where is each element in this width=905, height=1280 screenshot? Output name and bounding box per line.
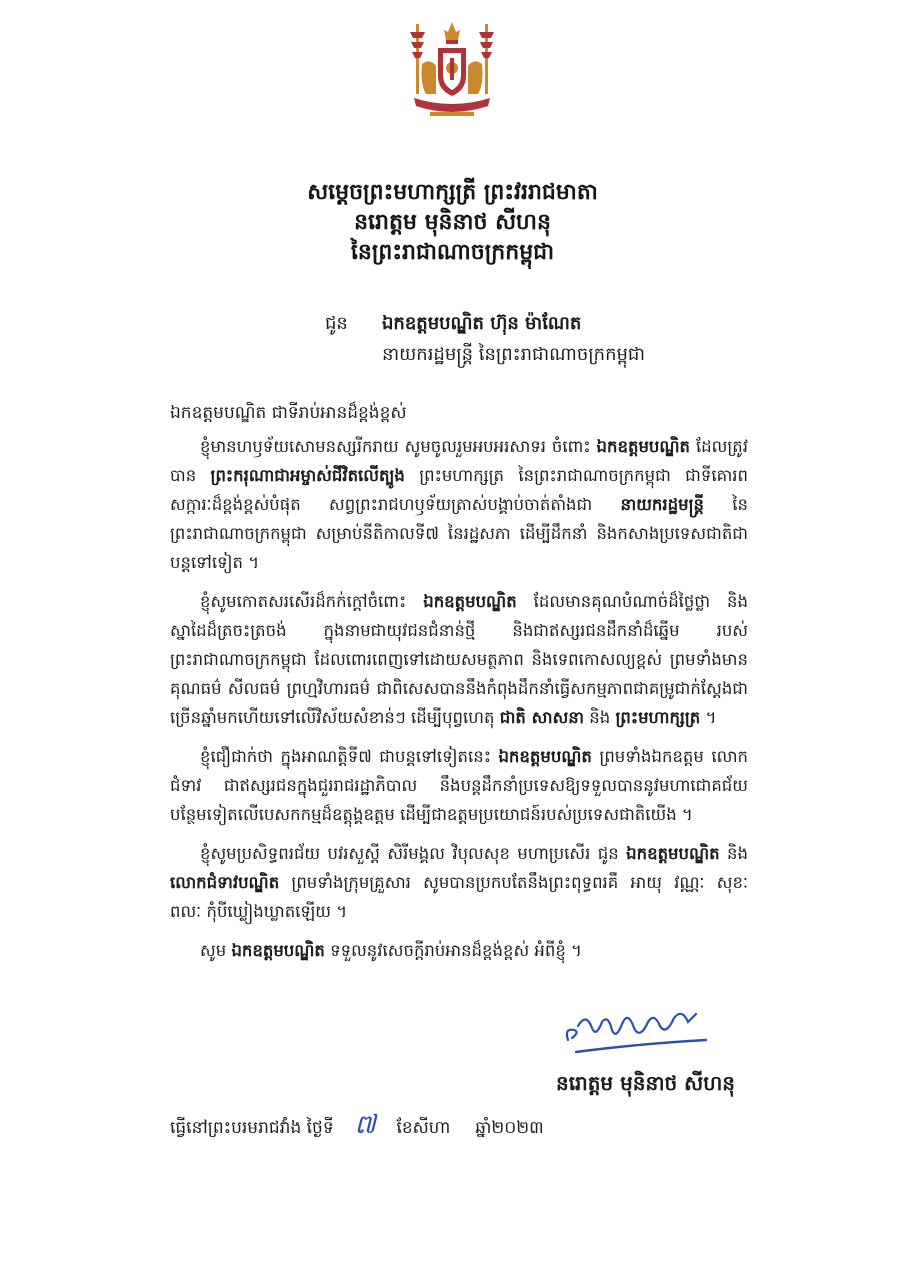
letter-body [170,432,748,975]
p3-bold-title: ឯកឧត្តមបណ្ឌិត [498,747,592,766]
addressee-label: ជូន [325,313,348,334]
p1-bold-pm: នាយករដ្ឋមន្ត្រី [620,495,704,514]
paragraph-2 [170,587,748,732]
handwritten-signature [556,1000,716,1060]
p4-text-c: និង [719,844,748,863]
p5-text-a: សូម [200,941,232,960]
p2-text-a: ខ្ញុំសូមកោតសរសើរដ៏កក់ក្តៅចំពោះ [200,592,424,611]
p2-bold-king: ព្រះមហាក្សត្រ [615,708,701,727]
paragraph-1 [170,432,748,577]
date-year: ឆ្នាំ២០២៣ [475,1118,544,1138]
p2-text-c: ដែលមានគុណបំណាច់ដ៏ថ្លៃថ្លា និងស្នាដៃដ៏ត្រចះត្រចង់ ក្នុងនាមជាយុវជនជំនាន់ថ្មី និងជាឥស្សរជនដឹកនាំដ៏ឆ្នើម របស់ព្រះរាជាណាចក្រកម្ពុជា ដែលពោរពេញទៅដោយសមត្ថភាព និងទេពកោសល្យខ្ពស់ ព្រមទាំងមានគុណធម៌ សីលធម៌ ព្រហ្មវិហារធម៌ ជាពិសេសបាននឹងកំពុងដឹកនាំធ្វើសកម្មភាពជាគម្រូជាក់ស្តែងជាច្រើនឆ្នាំមកហើយទៅលើវិស័យសំខាន់ៗ ដើម្បីបុព្វហេតុ [170,592,748,727]
p1-text-c: ដែលត្រូវបាន [170,437,748,485]
p1-text-g: នៃព្រះរាជាណាចក្រកម្ពុជា សម្រាប់នីតិកាលទី៧ នៃរដ្ឋសភា ដើម្បីដឹកនាំ និងកសាងប្រទេសជាតិជាបន្តទៅទៀត ។ [170,495,748,572]
paragraph-5 [170,936,748,965]
salutation: ឯកឧត្តមបណ្ឌិត ជាទីរាប់អានដ៏ខ្ពង់ខ្ពស់ [170,403,407,423]
header-line-2: នរោត្តម មុនិនាថ សីហនុ [354,210,551,235]
p3-text-c: ព្រមទាំងឯកឧត្តម លោកជំទាវ ជាឥស្សរជនក្នុងជួររាជរដ្ឋាភិបាល នឹងបន្តដឹកនាំប្រទេសឱ្យទទួលបាននូវមហាជោគជ័យបន្ថែមទៀតលើបេសកកម្មដ៏ឧត្តុង្គឧត្តម ដើម្បីជាឧត្តមប្រយោជន៍របស់ប្រទេសជាតិយើង ។ [170,747,748,824]
signer-name: នរោត្តម មុនិនាថ សីហនុ [556,1071,735,1095]
paragraph-4 [170,839,748,926]
paragraph-3 [170,742,748,829]
date-day: ៧ [354,1110,376,1140]
p1-text-e: ព្រះមហាក្សត្រ នៃព្រះរាជាណាចក្រកម្ពុជា ជាទីគោរពសក្ការៈដ៏ខ្ពង់ខ្ពស់បំផុត សព្វព្រះរាជហឫទ័យត្រាស់បង្គាប់ចាត់តាំងជា [170,466,748,514]
p2-bold-title: ឯកឧត្តមបណ្ឌិត [423,592,517,611]
p3-text-a: ខ្ញុំជឿជាក់ថា ក្នុងអាណត្តិទី៧ ជាបន្តទៅទៀតនេះ [200,747,499,766]
p1-bold-title: ឯកឧត្តមបណ្ឌិត [596,437,691,456]
p4-bold-title: ឯកឧត្តមបណ្ឌិត [626,844,720,863]
date-prefix: ធ្វើនៅព្រះបរមរាជវាំង ថ្ងៃទី [170,1118,334,1138]
p5-bold-title: ឯកឧត្តមបណ្ឌិត [231,941,325,960]
p2-bold-nation: ជាតិ សាសនា [499,708,584,727]
header-line-3: នៃព្រះរាជាណាចក្រកម្ពុជា [350,240,555,265]
p4-text-e: ព្រមទាំងក្រុមគ្រួសារ សូមបានប្រកបតែនឹងព្រះពុទ្ធពរគឺ អាយុ វណ្ណៈ សុខៈ ពលៈ កុំបីឃ្លៀងឃ្លាតឡើយ ។ [170,873,748,921]
addressee-name: ឯកឧត្តមបណ្ឌិត ហ៊ុន ម៉ាណែត [382,313,582,334]
p1-text-a: ខ្ញុំមានហឫទ័យសោមនស្សរីករាយ សូមចូលរួមអបអរសាទរ ចំពោះ [200,437,597,456]
p4-bold-lady: លោកជំទាវបណ្ឌិត [170,873,280,892]
place-date-line [170,1108,544,1146]
addressee-title: នាយករដ្ឋមន្ត្រី នៃព្រះរាជាណាចក្រកម្ពុជា [382,344,646,365]
p2-text-g: ។ [700,708,717,727]
p4-text-a: ខ្ញុំសូមប្រសិទ្ធពរជ័យ បវរសួស្តី សិរីមង្គល វិបុលសុខ មហាប្រសើរ ជូន [200,844,627,863]
p1-bold-king: ព្រះករុណាជាអម្ចាស់ជីវិតលើត្បូង [210,466,405,485]
date-month: ខែសីហា [396,1118,451,1138]
p5-text-c: ទទួលនូវសេចក្តីរាប់អានដ៏ខ្ពង់ខ្ពស់ អំពីខ្ញុំ ។ [324,941,582,960]
header-line-1: សម្តេចព្រះមហាក្សត្រី ព្រះវររាជមាតា [307,180,598,205]
p2-text-e: និង [584,708,616,727]
royal-emblem-icon [402,18,502,122]
